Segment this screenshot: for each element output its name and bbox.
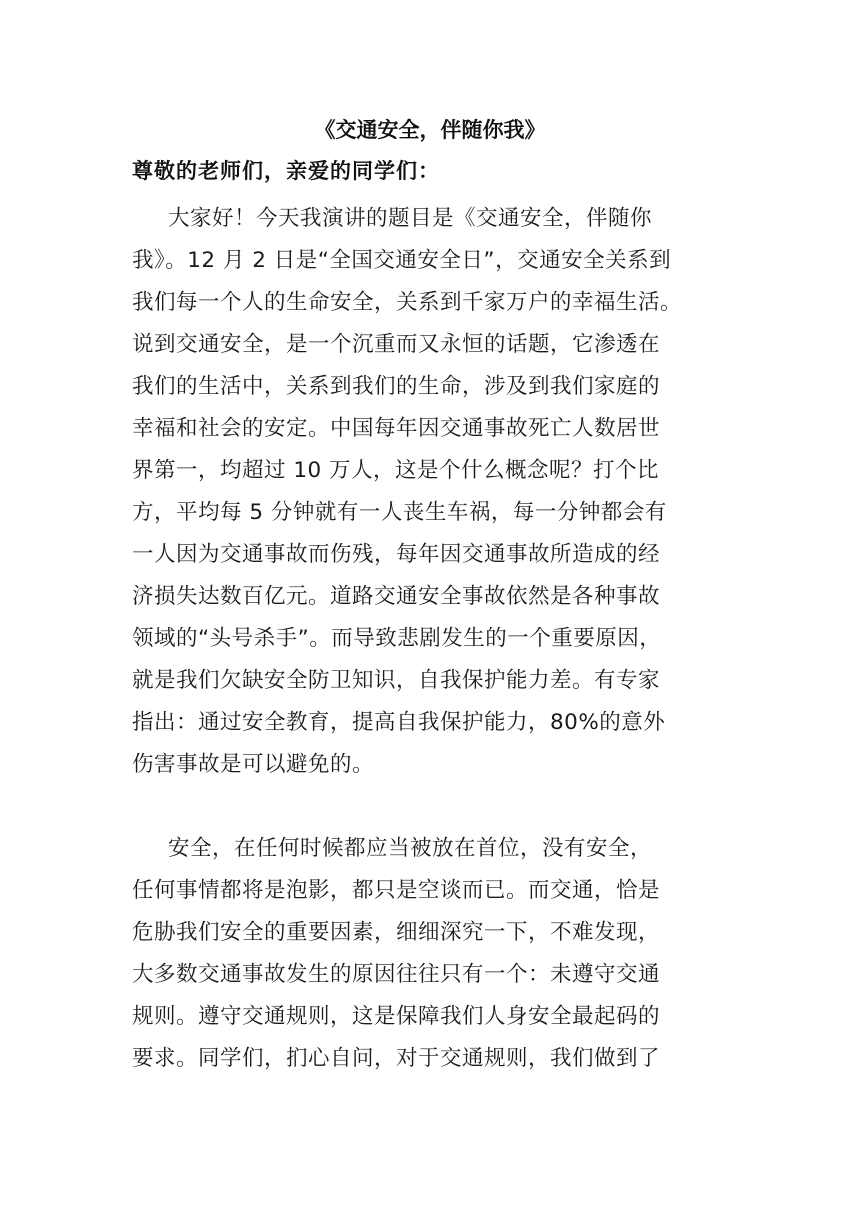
paragraph-2 — [132, 828, 752, 1080]
paragraph-line: 说到交通安全，是一个沉重而又永恒的话题，它渗透在 — [132, 332, 661, 357]
paragraph-line: 就是我们欠缺安全防卫知识，自我保护能力差。有专家 — [132, 668, 661, 693]
paragraph-line: 大家好！今天我演讲的题目是《交通安全，伴随你 — [168, 206, 653, 231]
paragraph-line: 安全，在任何时候都应当被放在首位，没有安全， — [168, 836, 653, 861]
paragraph-line: 我们每一个人的生命安全，关系到千家万户的幸福生活。 — [132, 290, 683, 315]
paragraph-line: 要求。同学们，扪心自问，对于交通规则，我们做到了 — [132, 1046, 661, 1071]
paragraph-line: 一人因为交通事故而伤残，每年因交通事故所造成的经 — [132, 542, 661, 567]
paragraph-1 — [132, 198, 752, 786]
paragraph-line: 大多数交通事故发生的原因往往只有一个：未遵守交通 — [132, 962, 661, 987]
paragraph-line: 我们的生活中，关系到我们的生命，涉及到我们家庭的 — [132, 374, 661, 399]
paragraph-line: 幸福和社会的安定。中国每年因交通事故死亡人数居世 — [132, 416, 661, 441]
paragraph-line: 我》。12 月 2 日是“全国交通安全日”，交通安全关系到 — [132, 248, 672, 273]
salutation: 尊敬的老师们，亲爱的同学们： — [132, 159, 440, 183]
paragraph-line: 界第一，均超过 10 万人，这是个什么概念呢？打个比 — [132, 458, 660, 483]
paragraph-line: 规则。遵守交通规则，这是保障我们人身安全最起码的 — [132, 1004, 661, 1029]
paragraph-line: 指出：通过安全教育，提高自我保护能力，80%的意外 — [132, 710, 666, 735]
paragraph-line: 伤害事故是可以避免的。 — [132, 752, 375, 777]
paragraph-line: 任何事情都将是泡影，都只是空谈而已。而交通，恰是 — [132, 878, 661, 903]
paragraph-line: 济损失达数百亿元。道路交通安全事故依然是各种事故 — [132, 584, 661, 609]
paragraph-line: 领域的“头号杀手”。而导致悲剧发生的一个重要原因， — [132, 626, 662, 651]
document-title: 《交通安全，伴随你我》 — [314, 118, 546, 142]
paragraph-line: 方，平均每 5 分钟就有一人丧生车祸，每一分钟都会有 — [132, 500, 667, 525]
paragraph-line: 危胁我们安全的重要因素，细细深究一下，不难发现， — [132, 920, 661, 945]
